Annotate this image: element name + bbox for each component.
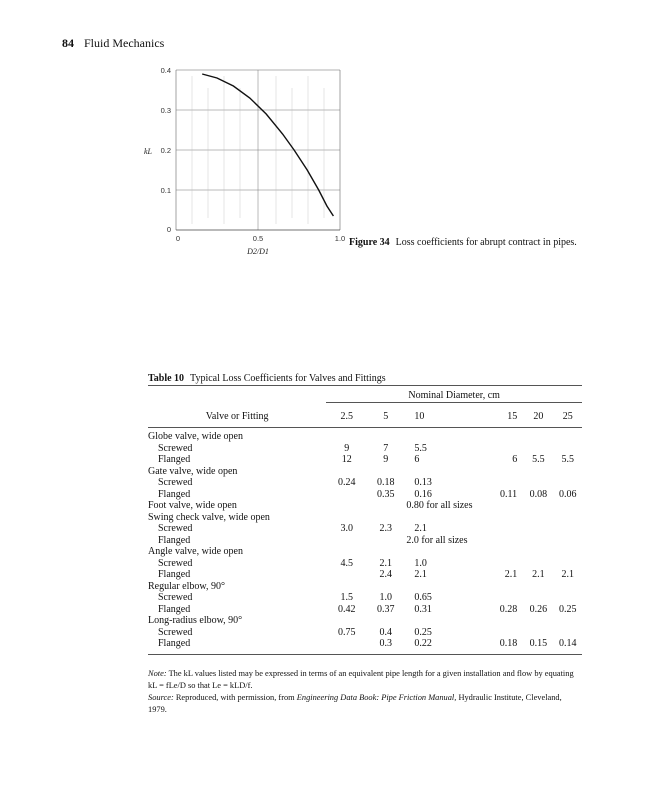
table-cell: 0.26 [529, 603, 548, 615]
table-cell [367, 428, 404, 443]
column-header-name: Valve or Fitting [148, 405, 326, 428]
table-cell [404, 546, 483, 558]
table-cell: 0.31 [414, 603, 432, 615]
table-cell [553, 615, 582, 627]
table-notes [148, 668, 582, 716]
row-label: Long-radius elbow, 90° [148, 615, 243, 626]
table-cell: 5.5 [414, 442, 427, 454]
table-cell [553, 466, 582, 478]
table-cell [326, 569, 367, 581]
table-cell: 2.4 [379, 569, 393, 580]
table-cell: 2.1 [379, 557, 393, 569]
table-cell [326, 489, 367, 501]
table-cell: 0.3 [367, 638, 404, 654]
table-cell [553, 581, 582, 593]
table-cell: 9 [383, 454, 389, 465]
table-cell: 2.1 [561, 569, 574, 580]
table-cell [523, 592, 553, 604]
table-cell [483, 428, 523, 443]
table-cell: 1.5 [340, 592, 353, 603]
table-cell [523, 581, 553, 593]
row-label: Flanged [158, 488, 191, 500]
column-header: 10 [404, 405, 483, 428]
table-cell: 0.13 [414, 477, 432, 488]
table-cell: 12 [341, 454, 352, 465]
table-cell [367, 466, 404, 478]
table-cell [404, 428, 483, 443]
row-label: Flanged [158, 454, 191, 465]
table-cell [523, 466, 553, 478]
loss-curve [202, 74, 333, 216]
row-label: Flanged [158, 603, 191, 615]
y-axis-label: kL [144, 147, 152, 156]
table-cell: 0.28 [499, 603, 518, 615]
table-row [148, 428, 582, 443]
row-label: Regular elbow, 90° [148, 580, 225, 592]
row-label: Screwed [158, 442, 193, 454]
row-label: Screwed [158, 523, 193, 534]
table-cell [553, 546, 582, 558]
table-row [148, 454, 582, 466]
table-body [148, 428, 582, 655]
group-header: Nominal Diameter, cm [326, 386, 582, 405]
figure-label: Figure 34 [349, 237, 390, 248]
column-header: 15 [483, 405, 523, 428]
table-cell: 0.15 [523, 638, 553, 654]
table-column-row [148, 405, 582, 428]
table-cell: 6 [414, 454, 420, 465]
loss-coefficients-table [148, 385, 582, 655]
table-cell [553, 443, 582, 455]
table-cell [483, 512, 523, 524]
table-cell [523, 477, 553, 489]
table-note: Note: The kL values listed may be expressed in terms of an equivalent pipe length for a given installation and flow by equating kL = fLe/D so that Le = kLD/f. [148, 669, 574, 690]
column-header: 25 [553, 405, 582, 428]
table-row [148, 546, 582, 558]
table-cell: 0.24 [337, 477, 356, 488]
table-cell: 0.35 [377, 488, 395, 500]
table-cell [326, 466, 367, 478]
table-cell: 0.4 [379, 626, 393, 638]
table-cell [553, 523, 582, 535]
page-header [62, 36, 164, 51]
x-tick-label: 0.5 [252, 234, 264, 243]
table-row [148, 627, 582, 639]
table-label: Table 10 [148, 373, 185, 384]
row-label: Screwed [158, 557, 193, 569]
x-tick-label: 0 [175, 234, 181, 243]
table-row [148, 535, 582, 547]
table-row [148, 523, 582, 535]
table-cell: 0.37 [377, 603, 395, 615]
table-cell-span: 2.0 for all sizes [406, 534, 468, 546]
table-cell [367, 546, 404, 558]
running-head: Fluid Mechanics [84, 36, 165, 50]
table-cell [404, 512, 483, 524]
table-cell [483, 466, 523, 478]
table-row [148, 443, 582, 455]
y-tick-label: 0.2 [160, 146, 171, 155]
table-cell: 0.11 [500, 488, 518, 500]
table-cell: 9 [344, 442, 350, 454]
table-cell [553, 428, 582, 443]
y-tick-label: 0.1 [160, 186, 171, 195]
table-cell-span: 0.80 for all sizes [406, 500, 473, 511]
table-cell [483, 581, 523, 593]
table-cell: 0.18 [483, 638, 523, 654]
table-row [148, 638, 582, 654]
table-cell: 3.0 [340, 523, 353, 534]
table-cell [483, 477, 523, 489]
table-row [148, 615, 582, 627]
table-cell: 2.1 [504, 569, 518, 580]
table-cell: 1.0 [414, 557, 427, 569]
row-label: Flanged [158, 534, 191, 546]
table-cell [367, 615, 404, 627]
y-tick-label: 0 [166, 225, 171, 234]
y-tick-label: 0.3 [160, 106, 171, 115]
x-axis-label: D2/D1 [247, 247, 269, 256]
table-cell: 0.14 [553, 638, 582, 654]
table-cell [404, 615, 483, 627]
table-cell: 0.22 [404, 638, 483, 654]
chart-grid [176, 70, 340, 230]
table-cell: 0.08 [529, 488, 548, 500]
table-cell [523, 615, 553, 627]
row-label: Screwed [158, 626, 193, 638]
table-cell: 0.42 [337, 603, 356, 615]
table-cell: 7 [383, 442, 389, 454]
x-tick-label: 1.0 [334, 234, 346, 243]
table-cell [326, 615, 367, 627]
table-cell [553, 627, 582, 639]
table-cell [367, 512, 404, 524]
table-cell: 0.65 [414, 592, 432, 603]
row-label: Screwed [158, 477, 193, 488]
table-row [148, 558, 582, 570]
table-cell: 2.1 [532, 569, 545, 580]
table-cell [483, 615, 523, 627]
table-cell [553, 512, 582, 524]
table-cell [326, 512, 367, 524]
table-title [148, 373, 386, 384]
column-header: 20 [523, 405, 553, 428]
table-cell [326, 428, 367, 443]
table-row [148, 512, 582, 524]
page-number: 84 [62, 36, 74, 50]
table-cell [553, 477, 582, 489]
table-cell [523, 627, 553, 639]
table-cell [523, 512, 553, 524]
table-cell [483, 546, 523, 558]
table-row [148, 466, 582, 478]
row-label: Screwed [158, 592, 193, 603]
column-header: 2.5 [326, 405, 367, 428]
row-label: Angle valve, wide open [148, 546, 243, 557]
table-cell [553, 592, 582, 604]
row-label: Gate valve, wide open [148, 465, 238, 477]
table-cell [483, 592, 523, 604]
table-cell: 2.1 [414, 569, 427, 580]
table-row [148, 569, 582, 581]
table-row [148, 604, 582, 616]
table-header-row [148, 386, 582, 405]
row-label: Foot valve, wide open [148, 500, 237, 511]
table-cell [483, 627, 523, 639]
column-header: 5 [367, 405, 404, 428]
table-cell: 0.75 [337, 626, 356, 638]
table-cell: 1.0 [379, 592, 393, 603]
figure-caption-text: Loss coefficients for abrupt contract in pipes. [395, 237, 577, 248]
table-row [148, 592, 582, 604]
table-cell: 2.1 [414, 523, 427, 534]
table-cell: 0.16 [414, 488, 432, 500]
table-cell: 5.5 [532, 454, 545, 465]
table-cell [483, 523, 523, 535]
table-cell [326, 581, 367, 593]
row-label: Globe valve, wide open [148, 431, 243, 442]
table-cell [523, 523, 553, 535]
table-cell: 2.3 [379, 523, 393, 534]
table-cell: 5.5 [561, 454, 574, 465]
row-label: Swing check valve, wide open [148, 511, 270, 523]
row-label: Flanged [148, 638, 326, 654]
table-cell [483, 443, 523, 455]
table-title-text: Typical Loss Coefficients for Valves and Fittings [190, 373, 386, 384]
table-cell [523, 443, 553, 455]
figure-caption [349, 236, 589, 249]
table-cell: 0.25 [414, 626, 432, 638]
loss-coefficient-chart [140, 58, 350, 263]
table-row [148, 477, 582, 489]
table-cell [367, 581, 404, 593]
table-cell: 4.5 [340, 557, 353, 569]
table-cell [523, 428, 553, 443]
table-cell: 0.06 [558, 488, 577, 500]
row-label: Flanged [158, 569, 191, 580]
table-cell [326, 638, 367, 654]
y-tick-label: 0.4 [160, 66, 171, 75]
table-row [148, 489, 582, 501]
table-cell: 6 [512, 454, 518, 465]
table-row [148, 500, 582, 512]
table-row [148, 581, 582, 593]
table-cell [404, 466, 483, 478]
table-cell [483, 558, 523, 570]
table-cell [523, 546, 553, 558]
table-cell [523, 558, 553, 570]
table-cell: 0.18 [377, 477, 395, 488]
table-cell: 0.25 [558, 603, 577, 615]
table-cell [553, 558, 582, 570]
table-cell [326, 546, 367, 558]
table-source: Source: Reproduced, with permission, from Engineering Data Book: Pipe Friction Manual, Hydraulic Institute, Cleveland, 1979. [148, 693, 562, 714]
table-cell [404, 581, 483, 593]
